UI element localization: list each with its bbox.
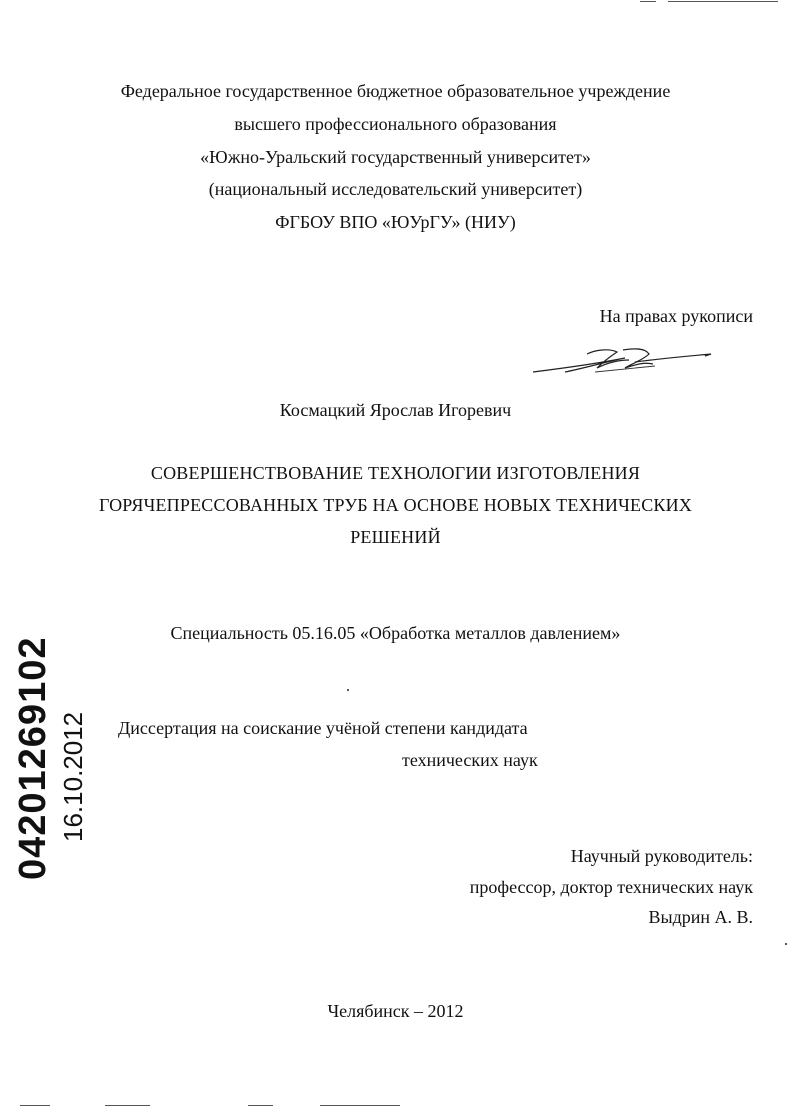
institution-line-4: (национальный исследовательский университет) [208, 179, 583, 199]
dissertation-line-2: технических наук [402, 750, 538, 770]
institution-line-3: «Южно-Уральский государственный университет» [200, 147, 591, 167]
scan-edge-mark [20, 1105, 50, 1106]
city-year: Челябинск – 2012 [327, 1001, 464, 1021]
manuscript-note: На правах рукописи [599, 306, 753, 326]
scan-edge-mark [320, 1105, 400, 1106]
institution-abbreviation: ФГБОУ ВПО «ЮУрГУ» (НИУ) [275, 212, 516, 232]
thesis-title-line-1: СОВЕРШЕНСТВОВАНИЕ ТЕХНОЛОГИИ ИЗГОТОВЛЕНИЯ [150, 463, 641, 483]
speck [347, 689, 349, 691]
scan-edge-mark [668, 1, 778, 2]
registration-date-stamp: 16.10.2012 [58, 711, 88, 842]
author-name: Космацкий Ярослав Игоревич [279, 400, 512, 420]
specialty-line: Специальность 05.16.05 «Обработка металлов давлением» [170, 623, 621, 643]
registration-number-stamp: 04201269102 [12, 636, 54, 880]
institution-line-2: высшего профессионального образования [234, 114, 557, 134]
supervisor-label: Научный руководитель: [570, 846, 753, 866]
supervisor-degree: профессор, доктор технических наук [469, 877, 753, 897]
thesis-title-line-3: РЕШЕНИЙ [350, 527, 441, 547]
scan-edge-mark [248, 1105, 273, 1106]
thesis-title-line-2: ГОРЯЧЕПРЕССОВАННЫХ ТРУБ НА ОСНОВЕ НОВЫХ ТЕХНИЧЕСКИХ [98, 495, 693, 515]
dissertation-line-1: Диссертация на соискание учёной степени кандидата [118, 718, 528, 738]
institution-line-1: Федеральное государственное бюджетное образовательное учреждение [120, 81, 671, 101]
handwritten-signature [525, 342, 725, 382]
supervisor-name: Выдрин А. В. [648, 907, 753, 927]
scan-edge-mark [105, 1105, 150, 1106]
scan-edge-mark [640, 1, 656, 2]
speck [785, 943, 787, 945]
